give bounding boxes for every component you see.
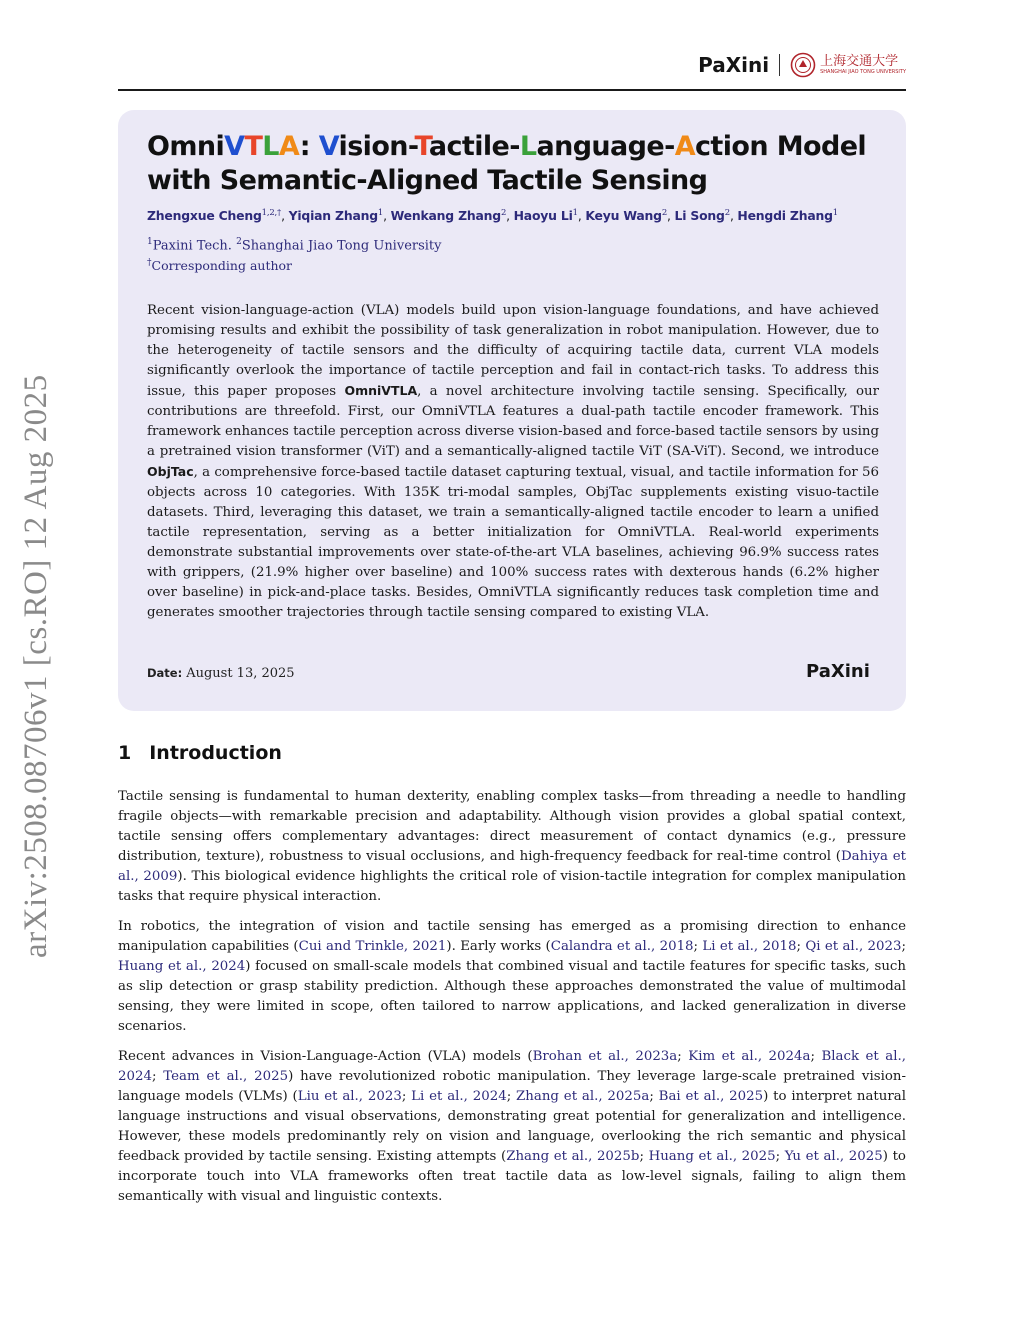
paragraph-2: In robotics, the integration of vision and tactile sensing has emerged as a promising direction to enhance manipulation capabilities (Cui and Trinkle, 2021). Early works (Calandra et al., 2018; Li et al., 2018; Qi et al., 2023; Huang et al., 2024) focused on small-scale models that combined visual and tactile features for specific tasks, such as slip detection or grasp stability prediction. Although these approaches demonstrated the value of multimodal sensing, they were limited in scope, often tailored to narrow applications, and lacked generalization in diverse scenarios. bbox=[118, 919, 906, 1034]
author[interactable]: Yiqian Zhang$^1$ bbox=[288, 208, 384, 224]
citation-link[interactable]: Li et al., 2018 bbox=[702, 939, 797, 954]
citation-link[interactable]: Cui and Trinkle, 2021 bbox=[298, 939, 447, 954]
citation-link[interactable]: Dahiya et al., 2009 bbox=[118, 849, 906, 884]
citation-link[interactable]: Black et al., 2024 bbox=[118, 1049, 906, 1084]
author[interactable]: Wenkang Zhang$^2$ bbox=[390, 208, 507, 224]
citation-link[interactable]: Brohan et al., 2023a bbox=[532, 1049, 678, 1064]
author[interactable]: Keyu Wang$^2$ bbox=[585, 208, 668, 224]
author[interactable]: Li Song$^2$ bbox=[674, 208, 730, 224]
sjtu-logo bbox=[790, 52, 906, 78]
citation-link[interactable]: Liu et al., 2023 bbox=[297, 1089, 402, 1104]
author[interactable]: Haoyu Li$^1$ bbox=[513, 208, 578, 224]
citation-link[interactable]: Zhang et al., 2025b bbox=[506, 1149, 640, 1164]
citation-link[interactable]: Calandra et al., 2018 bbox=[550, 939, 694, 954]
citation-link[interactable]: Kim et al., 2024a bbox=[688, 1049, 811, 1064]
citation-link[interactable]: Zhang et al., 2025a bbox=[516, 1089, 650, 1104]
paper-title bbox=[147, 130, 887, 198]
citation-link[interactable]: Team et al., 2025 bbox=[163, 1069, 289, 1084]
citation-link[interactable]: Yu et al., 2025 bbox=[784, 1149, 883, 1164]
title-line-1: OmniVTLA: Vision-Tactile-Language-Action Model bbox=[147, 131, 867, 162]
paxini-footer-logo: PaXini bbox=[806, 661, 870, 682]
date-label: Date: bbox=[147, 666, 183, 680]
paragraph-1: Tactile sensing is fundamental to human dexterity, enabling complex tasks—from threading a needle to handling fragile objects—with remarkable precision and adaptability. Although vision provides a global spatial context, tactile sensing offers complementary advantages: direct measurement of contact dynamics (e.g., pressure distribution, texture), robustness to visual occlusions, and high-frequency feedback for real-time control (Dahiya et al., 2009). This biological evidence highlights the critical role of vision-tactile integration for complex manipulation tasks that require physical interaction. bbox=[118, 789, 906, 904]
header-logos bbox=[698, 50, 906, 80]
citation-link[interactable]: Li et al., 2024 bbox=[411, 1089, 507, 1104]
citation-link[interactable]: Qi et al., 2023 bbox=[805, 939, 902, 954]
author[interactable]: Zhengxue Cheng$^{1,2,\dagger}$ bbox=[147, 208, 282, 224]
citation-link[interactable]: Bai et al., 2025 bbox=[658, 1089, 764, 1104]
affiliations: $^1$Paxini Tech. $^2$Shanghai Jiao Tong University bbox=[147, 237, 442, 254]
paragraph-3: Recent advances in Vision-Language-Action (VLA) models (Brohan et al., 2023a; Kim et al., 2024a; Black et al., 2024; Team et al., 2025) have revolutionized robotic manipulation. They leverage large-scale pretrained vision-language models (VLMs) (Liu et al., 2023; Li et al., 2024; Zhang et al., 2025a; Bai et al., 2025) to interpret natural language instructions and visual observations, demonstrating great potential for generalization and intelligence. However, these models predominantly rely on vision and language, overlooking the rich semantic and physical feedback provided by tactile sensing. Existing attempts (Zhang et al., 2025b; Huang et al., 2025; Yu et al., 2025) to incorporate touch into VLA frameworks often treat tactile data as low-level signals, failing to align them semantically with visual and linguistic contexts. bbox=[118, 1049, 906, 1204]
author[interactable]: Hengdi Zhang$^1$ bbox=[737, 208, 838, 224]
citation-link[interactable]: Huang et al., 2025 bbox=[648, 1149, 776, 1164]
header-rule bbox=[118, 89, 906, 91]
abstract-text: Recent vision-language-action (VLA) models build upon vision-language foundations, and have achieved promising results and exhibit the possibility of task generalization in robot manipulation. However, due to the heterogeneity of tactile sensors and the difficulty of acquiring tactile data, current VLA models significantly overlook the importance of tactile perception and fail in contact-rich tasks. To address this issue, this paper proposes OmniVTLA, a novel architecture involving tactile sensing. Specifically, our contributions are threefold. First, our OmniVTLA features a dual-path tactile encoder framework. This framework enhances tactile perception across diverse vision-based and force-based tactile sensors by using a pretrained vision transformer (ViT) and a semantically-aligned tactile ViT (SA-ViT). Second, we introduce ObjTac, a comprehensive force-based tactile dataset capturing textual, visual, and tactile information for 56 objects across 10 categories. With 135K tri-modal samples, ObjTac supplements existing visuo-tactile datasets. Third, leveraging this dataset, we train a semantically-aligned tactile encoder to learn a unified tactile representation, serving as a better initialization for OmniVTLA. Real-world experiments demonstrate substantial improvements over state-of-the-art VLA baselines, achieving 96.9% success rates with grippers, (21.9% higher over baseline) and 100% success rates with dexterous hands (6.2% higher over baseline) in pick-and-place tasks. Besides, OmniVTLA significantly reduces task completion time and generates smoother trajectories through tactile sensing compared to existing VLA. bbox=[147, 303, 879, 620]
sjtu-emblem-icon bbox=[790, 52, 816, 78]
date-row bbox=[147, 666, 295, 681]
logo-divider bbox=[779, 54, 780, 76]
section-heading: 1 Introduction bbox=[118, 742, 282, 764]
corresponding-note: †Corresponding author bbox=[147, 258, 293, 274]
citation-link[interactable]: Huang et al., 2024 bbox=[118, 959, 246, 974]
arxiv-stamp: arXiv:2508.08706v1 [cs.RO] 12 Aug 2025 bbox=[18, 374, 54, 958]
date-value: August 13, 2025 bbox=[186, 666, 295, 681]
sjtu-name: 上海交通大学 bbox=[820, 54, 899, 69]
author-list: Zhengxue Cheng$^{1,2,\dagger}$, Yiqian Zhang$^1$, Wenkang Zhang$^2$, Haoyu Li$^1$, Keyu Wang$^2$, Li Song$^2$, Hengdi Zhang$^1$ bbox=[147, 208, 838, 224]
title-line-2: with Semantic-Aligned Tactile Sensing bbox=[147, 165, 708, 196]
paxini-logo: PaXini bbox=[698, 53, 770, 77]
sjtu-subtitle: SHANGHAI JIAO TONG UNIVERSITY bbox=[820, 69, 906, 75]
